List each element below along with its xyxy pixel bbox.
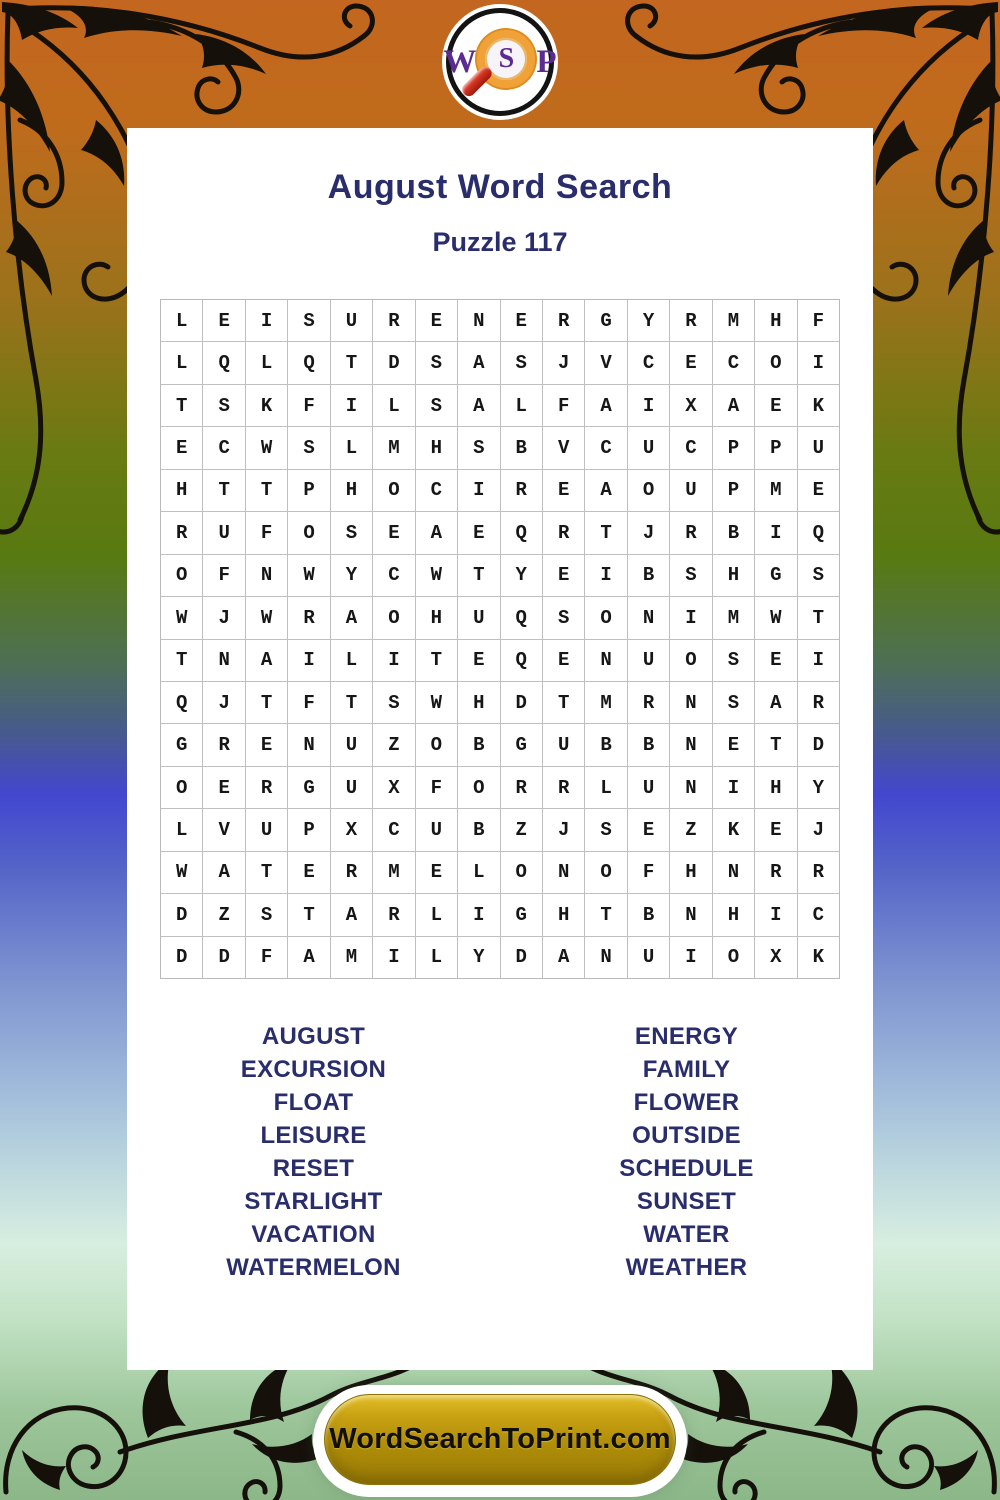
grid-cell: O xyxy=(755,342,796,383)
grid-cell: N xyxy=(670,894,711,935)
grid-cell: D xyxy=(203,937,244,978)
grid-cell: S xyxy=(458,427,499,468)
grid-cell: Q xyxy=(501,640,542,681)
grid-cell: C xyxy=(628,342,669,383)
grid-cell: B xyxy=(713,512,754,553)
grid-cell: K xyxy=(246,385,287,426)
grid-cell: I xyxy=(670,597,711,638)
grid-cell: Q xyxy=(501,597,542,638)
grid-cell: Z xyxy=(670,809,711,850)
grid-cell: U xyxy=(798,427,839,468)
grid-cell: S xyxy=(585,809,626,850)
grid-cell: F xyxy=(798,300,839,341)
grid-cell: C xyxy=(203,427,244,468)
grid-cell: L xyxy=(331,427,372,468)
grid-cell: R xyxy=(543,300,584,341)
grid-cell: S xyxy=(416,342,457,383)
grid-cell: R xyxy=(288,597,329,638)
grid-cell: E xyxy=(543,470,584,511)
grid-cell: T xyxy=(755,724,796,765)
grid-cell: F xyxy=(288,682,329,723)
grid-cell: A xyxy=(585,385,626,426)
grid-cell: O xyxy=(288,512,329,553)
word-list-item: RESET xyxy=(272,1155,355,1182)
grid-cell: N xyxy=(670,682,711,723)
word-list-left-column xyxy=(127,1020,500,1284)
grid-cell: N xyxy=(458,300,499,341)
puzzle-title: August Word Search xyxy=(327,168,673,206)
grid-cell: U xyxy=(458,597,499,638)
grid-cell: U xyxy=(543,724,584,765)
grid-cell: I xyxy=(331,385,372,426)
grid-cell: U xyxy=(246,809,287,850)
grid-cell: B xyxy=(458,809,499,850)
word-list-item: AUGUST xyxy=(261,1023,366,1050)
grid-cell: I xyxy=(288,640,329,681)
grid-cell: E xyxy=(203,300,244,341)
grid-cell: T xyxy=(458,555,499,596)
grid-cell: J xyxy=(543,809,584,850)
grid-cell: J xyxy=(203,597,244,638)
grid-cell: H xyxy=(161,470,202,511)
grid-cell: L xyxy=(331,640,372,681)
grid-cell: U xyxy=(331,300,372,341)
grid-cell: L xyxy=(373,385,414,426)
grid-cell: F xyxy=(246,937,287,978)
grid-cell: A xyxy=(755,682,796,723)
grid-cell: W xyxy=(161,852,202,893)
grid-cell: O xyxy=(416,724,457,765)
grid-cell: I xyxy=(755,894,796,935)
grid-cell: Q xyxy=(203,342,244,383)
word-list-item: SUNSET xyxy=(636,1188,737,1215)
grid-cell: H xyxy=(713,555,754,596)
grid-cell: S xyxy=(713,682,754,723)
grid-cell: L xyxy=(501,385,542,426)
grid-cell: E xyxy=(713,724,754,765)
grid-cell: T xyxy=(798,597,839,638)
grid-cell: D xyxy=(373,342,414,383)
grid-cell: A xyxy=(203,852,244,893)
grid-cell: R xyxy=(203,724,244,765)
grid-cell: W xyxy=(288,555,329,596)
grid-cell: F xyxy=(246,512,287,553)
grid-cell: I xyxy=(246,300,287,341)
grid-cell: G xyxy=(501,894,542,935)
grid-cell: R xyxy=(798,852,839,893)
grid-cell: M xyxy=(713,300,754,341)
grid-cell: A xyxy=(713,385,754,426)
grid-cell: K xyxy=(798,937,839,978)
grid-cell: U xyxy=(670,470,711,511)
grid-cell: R xyxy=(543,512,584,553)
grid-cell: B xyxy=(458,724,499,765)
grid-cell: E xyxy=(501,300,542,341)
grid-cell: A xyxy=(246,640,287,681)
word-list-item: SCHEDULE xyxy=(619,1155,754,1182)
grid-cell: M xyxy=(713,597,754,638)
grid-cell: Q xyxy=(161,682,202,723)
grid-cell: D xyxy=(161,894,202,935)
grid-cell: R xyxy=(373,300,414,341)
word-list-item: FLOAT xyxy=(273,1089,354,1116)
logo-letter-s: S xyxy=(498,43,515,74)
puzzle-number: Puzzle 117 xyxy=(432,227,568,257)
grid-cell: I xyxy=(458,470,499,511)
grid-cell: O xyxy=(713,937,754,978)
grid-cell: F xyxy=(288,385,329,426)
grid-cell: L xyxy=(161,809,202,850)
grid-cell: H xyxy=(331,470,372,511)
grid-cell: P xyxy=(288,470,329,511)
grid-cell: S xyxy=(798,555,839,596)
grid-cell: W xyxy=(416,682,457,723)
grid-cell: I xyxy=(373,640,414,681)
site-link-pill xyxy=(313,1385,687,1497)
grid-cell: A xyxy=(331,597,372,638)
grid-cell: C xyxy=(670,427,711,468)
grid-cell: R xyxy=(246,767,287,808)
word-list-item: FAMILY xyxy=(642,1056,731,1083)
grid-cell: Y xyxy=(798,767,839,808)
grid-cell: E xyxy=(543,555,584,596)
grid-cell: I xyxy=(585,555,626,596)
word-list-item: WATERMELON xyxy=(226,1254,401,1281)
grid-cell: E xyxy=(203,767,244,808)
grid-cell: B xyxy=(628,555,669,596)
grid-cell: N xyxy=(628,597,669,638)
word-list-item: EXCURSION xyxy=(240,1056,387,1083)
grid-cell: R xyxy=(755,852,796,893)
grid-cell: Z xyxy=(373,724,414,765)
grid-cell: L xyxy=(416,937,457,978)
grid-cell: E xyxy=(288,852,329,893)
grid-cell: E xyxy=(458,640,499,681)
grid-cell: I xyxy=(713,767,754,808)
grid-cell: L xyxy=(161,300,202,341)
grid-cell: D xyxy=(798,724,839,765)
grid-cell: U xyxy=(203,512,244,553)
grid-cell: E xyxy=(416,300,457,341)
grid-cell: W xyxy=(416,555,457,596)
grid-cell: A xyxy=(416,512,457,553)
grid-cell: U xyxy=(416,809,457,850)
grid-cell: S xyxy=(331,512,372,553)
grid-cell: E xyxy=(416,852,457,893)
grid-cell: I xyxy=(798,342,839,383)
grid-cell: T xyxy=(246,682,287,723)
grid-cell: U xyxy=(628,937,669,978)
grid-cell: S xyxy=(288,427,329,468)
grid-cell: E xyxy=(373,512,414,553)
grid-cell: T xyxy=(161,385,202,426)
grid-cell: O xyxy=(628,470,669,511)
grid-cell: R xyxy=(628,682,669,723)
grid-cell: M xyxy=(585,682,626,723)
grid-cell: X xyxy=(331,809,372,850)
grid-cell: H xyxy=(543,894,584,935)
grid-cell: H xyxy=(416,597,457,638)
grid-cell: E xyxy=(543,640,584,681)
word-list-item: VACATION xyxy=(251,1221,376,1248)
site-logo xyxy=(443,8,557,116)
grid-cell: O xyxy=(585,597,626,638)
grid-cell: O xyxy=(501,852,542,893)
grid-cell: E xyxy=(246,724,287,765)
grid-cell: B xyxy=(501,427,542,468)
grid-cell: Y xyxy=(331,555,372,596)
grid-cell: X xyxy=(755,937,796,978)
word-list-item: WEATHER xyxy=(625,1254,748,1281)
grid-cell: E xyxy=(458,512,499,553)
grid-cell: R xyxy=(501,470,542,511)
grid-cell: N xyxy=(670,767,711,808)
grid-cell: N xyxy=(246,555,287,596)
grid-cell: K xyxy=(798,385,839,426)
grid-cell: T xyxy=(416,640,457,681)
grid-cell: A xyxy=(288,937,329,978)
puzzle-card xyxy=(127,128,873,1370)
grid-cell: M xyxy=(331,937,372,978)
grid-cell: G xyxy=(501,724,542,765)
grid-cell: S xyxy=(543,597,584,638)
word-list-item: FLOWER xyxy=(633,1089,740,1116)
grid-cell: O xyxy=(458,767,499,808)
grid-cell: T xyxy=(543,682,584,723)
grid-cell: C xyxy=(713,342,754,383)
grid-cell: E xyxy=(755,385,796,426)
logo-letter-p: P xyxy=(536,43,557,80)
grid-cell: F xyxy=(628,852,669,893)
grid-cell: T xyxy=(246,470,287,511)
grid-cell: B xyxy=(628,894,669,935)
grid-cell: T xyxy=(331,342,372,383)
word-list-item: OUTSIDE xyxy=(632,1122,741,1149)
grid-cell: P xyxy=(713,427,754,468)
grid-cell: B xyxy=(585,724,626,765)
word-list-right-column xyxy=(500,1020,873,1284)
grid-cell: Z xyxy=(203,894,244,935)
grid-cell: H xyxy=(670,852,711,893)
word-search-grid xyxy=(160,299,840,979)
grid-cell: Z xyxy=(501,809,542,850)
grid-cell: W xyxy=(246,427,287,468)
grid-cell: C xyxy=(798,894,839,935)
grid-cell: T xyxy=(331,682,372,723)
grid-cell: A xyxy=(543,937,584,978)
grid-cell: X xyxy=(373,767,414,808)
grid-cell: K xyxy=(713,809,754,850)
grid-cell: T xyxy=(246,852,287,893)
grid-cell: J xyxy=(543,342,584,383)
site-link-label: WordSearchToPrint.com xyxy=(329,1423,671,1455)
grid-cell: S xyxy=(203,385,244,426)
grid-cell: E xyxy=(628,809,669,850)
magnifier-icon xyxy=(477,30,535,88)
grid-cell: S xyxy=(373,682,414,723)
grid-cell: R xyxy=(161,512,202,553)
grid-cell: N xyxy=(713,852,754,893)
grid-cell: C xyxy=(373,555,414,596)
grid-cell: T xyxy=(288,894,329,935)
grid-cell: F xyxy=(416,767,457,808)
grid-cell: N xyxy=(585,937,626,978)
grid-cell: I xyxy=(755,512,796,553)
grid-cell: E xyxy=(755,809,796,850)
grid-cell: D xyxy=(501,937,542,978)
grid-cell: W xyxy=(246,597,287,638)
grid-cell: S xyxy=(288,300,329,341)
grid-cell: O xyxy=(373,597,414,638)
grid-cell: A xyxy=(458,385,499,426)
grid-cell: F xyxy=(543,385,584,426)
grid-cell: G xyxy=(585,300,626,341)
grid-cell: X xyxy=(670,385,711,426)
grid-cell: H xyxy=(755,767,796,808)
grid-cell: S xyxy=(246,894,287,935)
grid-cell: T xyxy=(585,894,626,935)
grid-cell: F xyxy=(203,555,244,596)
grid-cell: N xyxy=(585,640,626,681)
grid-cell: P xyxy=(755,427,796,468)
grid-cell: Q xyxy=(798,512,839,553)
grid-cell: O xyxy=(585,852,626,893)
grid-cell: Q xyxy=(501,512,542,553)
grid-cell: U xyxy=(628,427,669,468)
grid-cell: Y xyxy=(501,555,542,596)
grid-cell: N xyxy=(543,852,584,893)
grid-cell: L xyxy=(458,852,499,893)
grid-cell: D xyxy=(501,682,542,723)
grid-cell: U xyxy=(628,767,669,808)
grid-cell: W xyxy=(161,597,202,638)
grid-cell: N xyxy=(288,724,329,765)
grid-cell: C xyxy=(585,427,626,468)
site-link-button[interactable] xyxy=(324,1394,676,1485)
grid-cell: O xyxy=(373,470,414,511)
grid-cell: I xyxy=(458,894,499,935)
grid-cell: R xyxy=(373,894,414,935)
grid-cell: L xyxy=(161,342,202,383)
grid-cell: V xyxy=(543,427,584,468)
grid-cell: U xyxy=(331,724,372,765)
grid-cell: A xyxy=(585,470,626,511)
grid-cell: N xyxy=(670,724,711,765)
grid-cell: T xyxy=(203,470,244,511)
grid-cell: N xyxy=(203,640,244,681)
grid-cell: P xyxy=(288,809,329,850)
word-list-item: LEISURE xyxy=(260,1122,367,1149)
grid-cell: I xyxy=(798,640,839,681)
grid-cell: E xyxy=(670,342,711,383)
word-list xyxy=(127,1020,873,1284)
grid-cell: A xyxy=(331,894,372,935)
grid-cell: L xyxy=(246,342,287,383)
grid-cell: M xyxy=(373,852,414,893)
grid-cell: Y xyxy=(458,937,499,978)
grid-cell: S xyxy=(416,385,457,426)
grid-cell: V xyxy=(203,809,244,850)
grid-cell: Q xyxy=(288,342,329,383)
grid-cell: R xyxy=(670,512,711,553)
grid-cell: I xyxy=(670,937,711,978)
grid-cell: U xyxy=(331,767,372,808)
grid-cell: S xyxy=(670,555,711,596)
grid-cell: E xyxy=(798,470,839,511)
grid-cell: D xyxy=(161,937,202,978)
grid-cell: S xyxy=(501,342,542,383)
grid-cell: M xyxy=(755,470,796,511)
word-list-item: ENERGY xyxy=(634,1023,739,1050)
word-list-item: WATER xyxy=(643,1221,730,1248)
grid-cell: L xyxy=(585,767,626,808)
grid-cell: R xyxy=(798,682,839,723)
grid-cell: G xyxy=(288,767,329,808)
grid-cell: P xyxy=(713,470,754,511)
logo-letter-w: W xyxy=(443,43,477,80)
word-list-item: STARLIGHT xyxy=(244,1188,383,1215)
grid-cell: U xyxy=(628,640,669,681)
grid-cell: C xyxy=(416,470,457,511)
grid-cell: S xyxy=(713,640,754,681)
grid-cell: E xyxy=(755,640,796,681)
grid-cell: R xyxy=(543,767,584,808)
grid-cell: T xyxy=(161,640,202,681)
grid-cell: R xyxy=(670,300,711,341)
grid-cell: V xyxy=(585,342,626,383)
grid-cell: O xyxy=(161,555,202,596)
grid-cell: H xyxy=(458,682,499,723)
grid-cell: G xyxy=(755,555,796,596)
grid-cell: W xyxy=(755,597,796,638)
grid-cell: J xyxy=(798,809,839,850)
grid-cell: G xyxy=(161,724,202,765)
grid-cell: T xyxy=(585,512,626,553)
grid-cell: H xyxy=(755,300,796,341)
grid-cell: I xyxy=(373,937,414,978)
grid-cell: R xyxy=(501,767,542,808)
grid-cell: R xyxy=(331,852,372,893)
grid-cell: L xyxy=(416,894,457,935)
grid-cell: E xyxy=(161,427,202,468)
grid-cell: J xyxy=(203,682,244,723)
grid-cell: J xyxy=(628,512,669,553)
grid-cell: H xyxy=(713,894,754,935)
grid-cell: O xyxy=(670,640,711,681)
grid-cell: H xyxy=(416,427,457,468)
grid-cell: M xyxy=(373,427,414,468)
grid-cell: I xyxy=(628,385,669,426)
grid-cell: Y xyxy=(628,300,669,341)
grid-cell: C xyxy=(373,809,414,850)
grid-cell: A xyxy=(458,342,499,383)
grid-cell: O xyxy=(161,767,202,808)
grid-cell: B xyxy=(628,724,669,765)
